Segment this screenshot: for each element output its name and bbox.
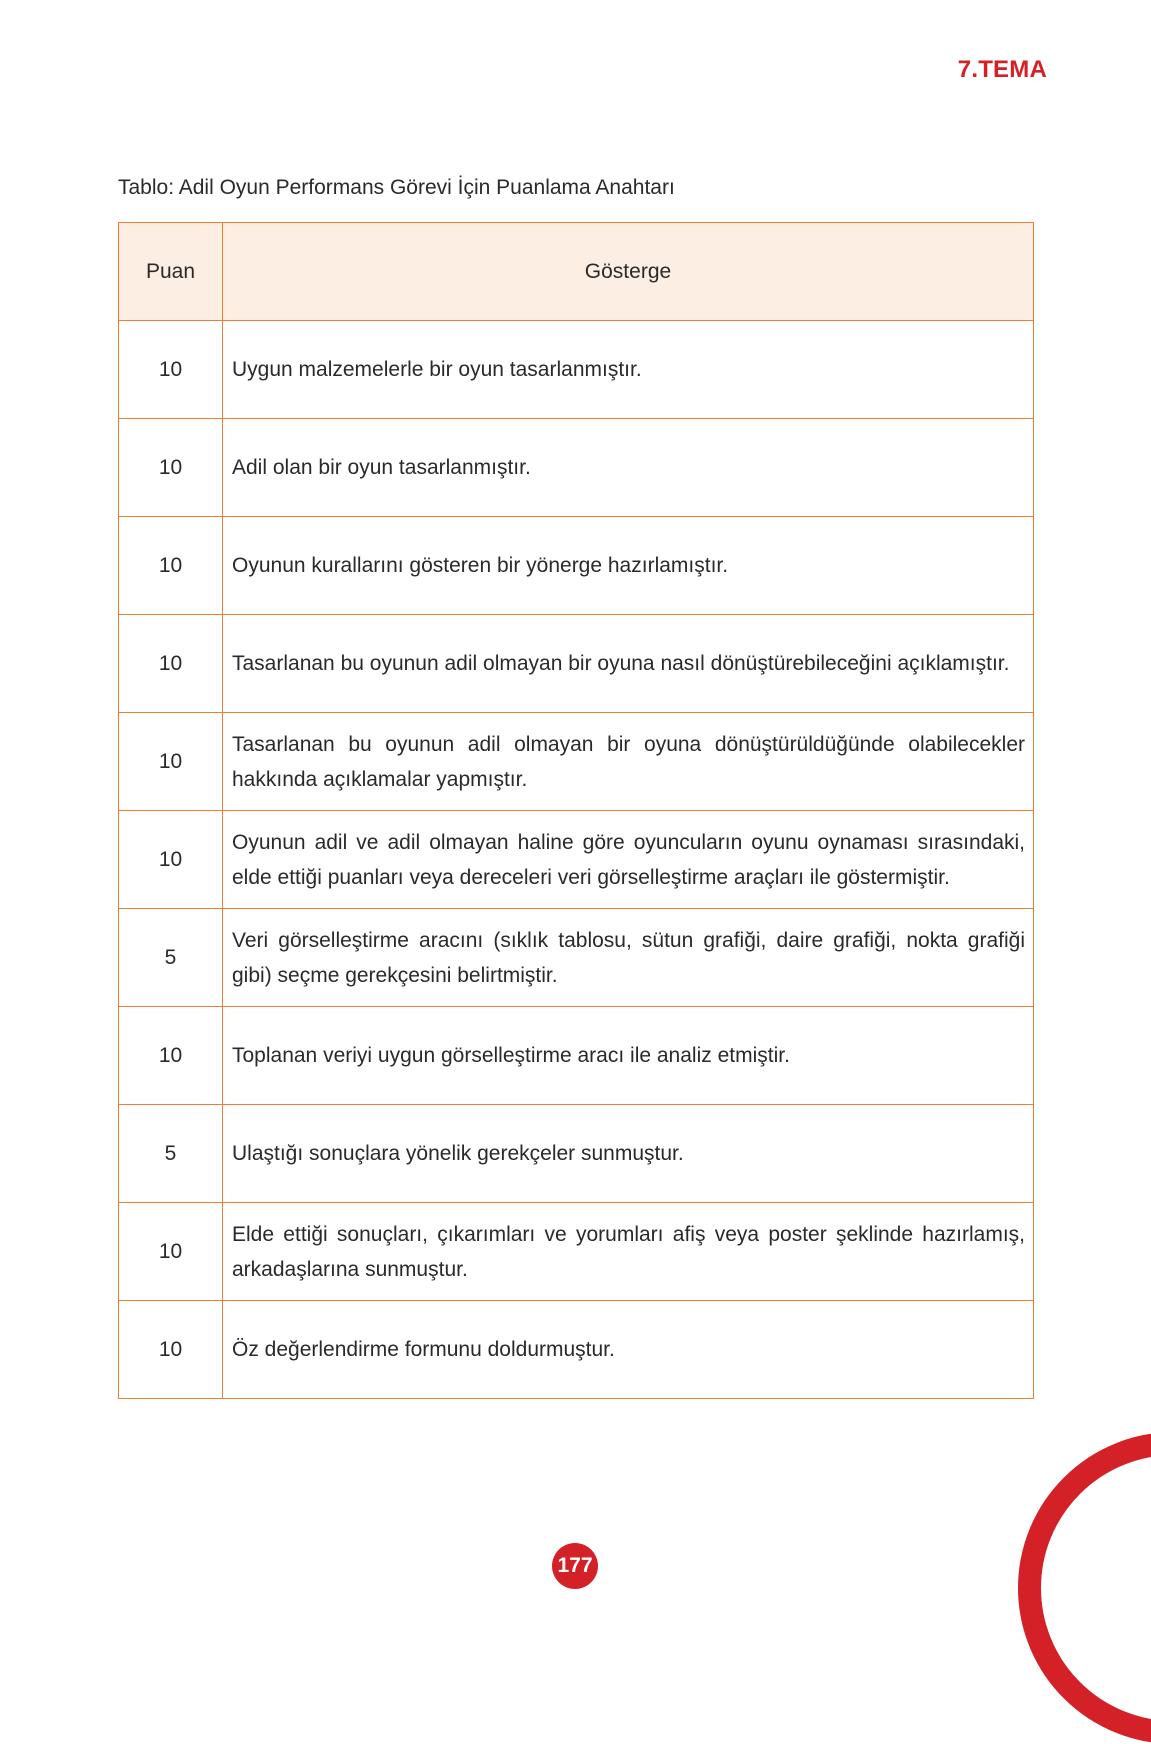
indicator-cell: Oyunun kurallarını gösteren bir yönerge hazırlamıştır. [223, 517, 1034, 615]
table-row [119, 1203, 1034, 1301]
score-cell: 10 [119, 517, 223, 615]
score-cell: 10 [119, 811, 223, 909]
score-cell: 10 [119, 615, 223, 713]
score-cell: 10 [119, 1301, 223, 1399]
indicator-cell: Ulaştığı sonuçlara yönelik gerekçeler sunmuştur. [223, 1105, 1034, 1203]
table-row [119, 909, 1034, 1007]
header-indicator: Gösterge [223, 223, 1034, 321]
table-header-row [119, 223, 1034, 321]
table-row [119, 713, 1034, 811]
table-row [119, 517, 1034, 615]
score-cell: 10 [119, 321, 223, 419]
indicator-cell: Tasarlanan bu oyunun adil olmayan bir oyuna dönüştürüldüğünde olabilecekler hakkında açıklamalar yapmıştır. [223, 713, 1034, 811]
score-cell: 10 [119, 713, 223, 811]
table-row [119, 1007, 1034, 1105]
indicator-cell: Tasarlanan bu oyunun adil olmayan bir oyuna nasıl dönüştürebileceğini açıklamıştır. [223, 615, 1034, 713]
indicator-cell: Elde ettiği sonuçları, çıkarımları ve yorumları afiş veya poster şeklinde hazırlamış, arkadaşlarına sunmuştur. [223, 1203, 1034, 1301]
score-cell: 10 [119, 419, 223, 517]
table-row [119, 615, 1034, 713]
score-cell: 5 [119, 909, 223, 1007]
header-score: Puan [119, 223, 223, 321]
table-row [119, 1301, 1034, 1399]
table-row [119, 321, 1034, 419]
indicator-cell: Adil olan bir oyun tasarlanmıştır. [223, 419, 1034, 517]
indicator-cell: Oyunun adil ve adil olmayan haline göre oyuncuların oyunu oynaması sırasındaki, elde ettiği puanları veya dereceleri veri görselleştirme araçları ile göstermiştir. [223, 811, 1034, 909]
score-cell: 5 [119, 1105, 223, 1203]
indicator-cell: Veri görselleştirme aracını (sıklık tablosu, sütun grafiği, daire grafiği, nokta grafiği gibi) seçme gerekçesini belirtmiştir. [223, 909, 1034, 1007]
table-row [119, 419, 1034, 517]
table-row [119, 811, 1034, 909]
indicator-cell: Uygun malzemelerle bir oyun tasarlanmıştır. [223, 321, 1034, 419]
decorative-ring [1018, 1432, 1151, 1744]
page-number-badge: 177 [552, 1543, 598, 1589]
theme-label: 7.TEMA [957, 56, 1047, 83]
scoring-table [118, 222, 1034, 1399]
score-cell: 10 [119, 1203, 223, 1301]
table-row [119, 1105, 1034, 1203]
indicator-cell: Öz değerlendirme formunu doldurmuştur. [223, 1301, 1034, 1399]
indicator-cell: Toplanan veriyi uygun görselleştirme aracı ile analiz etmiştir. [223, 1007, 1034, 1105]
score-cell: 10 [119, 1007, 223, 1105]
table-caption: Tablo: Adil Oyun Performans Görevi İçin Puanlama Anahtarı [118, 176, 675, 199]
